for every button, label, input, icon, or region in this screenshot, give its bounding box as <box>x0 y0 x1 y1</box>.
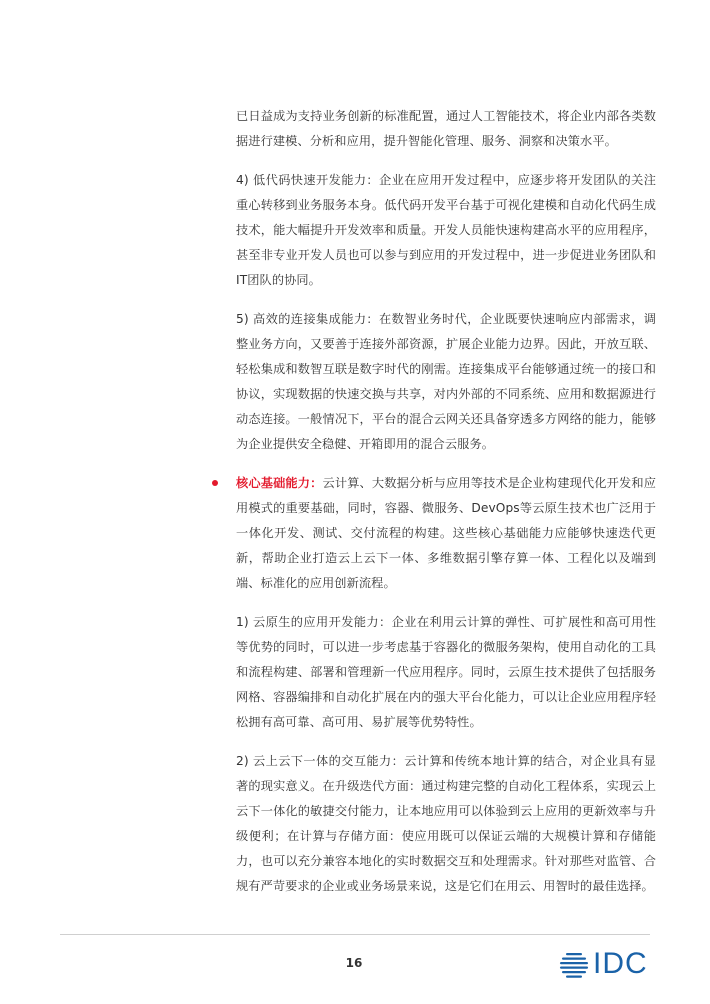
page-number: 16 <box>345 956 363 970</box>
idc-logo <box>559 948 651 982</box>
bullet-dot-icon <box>212 480 218 486</box>
document-body <box>236 104 656 913</box>
bullet-core-capability <box>236 471 656 596</box>
paragraph-ai-continuation: 已日益成为支持业务创新的标准配置，通过人工智能技术，将企业内部各类数据进行建模、分析和应用，提升智能化管理、服务、洞察和决策水平。 <box>236 109 656 148</box>
bullet-text: 云计算、大数据分析与应用等技术是企业构建现代化开发和应用模式的重要基础，同时，容器、微服务、DevOps等云原生技术也广泛用于一体化开发、测试、交付流程的构建。这些核心基础能力应能够快速迭代更新，帮助企业打造云上云下一体、多维数据引擎存算一体、工程化以及端到端、标准化的应用创新流程。 <box>236 476 656 590</box>
logo-text: IDC <box>593 947 648 980</box>
footer-divider <box>60 934 650 935</box>
paragraph-connection-integration: 5) 高效的连接集成能力：在数智业务时代，企业既要快速响应内部需求，调整业务方向，又要善于连接外部资源，扩展企业能力边界。因此，开放互联、轻松集成和数智互联是数字时代的刚需。连接集成平台能够通过统一的接口和协议，实现数据的快速交换与共享，对内外部的不同系统、应用和数据源进行动态连接。一般情况下，平台的混合云网关还具备穿透多方网络的能力，能够为企业提供安全稳健、开箱即用的混合云服务。 <box>236 312 656 451</box>
paragraph-hybrid-cloud: 2) 云上云下一体的交互能力：云计算和传统本地计算的结合，对企业具有显著的现实意义。在升级迭代方面：通过构建完整的自动化工程体系，实现云上云下一体化的敏捷交付能力，让本地应用可以体验到云上应用的更新效率与升级便利；在计算与存储方面：使应用既可以保证云端的大规模计算和存储能力，也可以充分兼容本地化的实时数据交互和处理需求。针对那些对监管、合规有严苛要求的企业或业务场景来说，这是它们在用云、用智时的最佳选择。 <box>236 754 656 893</box>
paragraph-low-code: 4) 低代码快速开发能力：企业在应用开发过程中，应逐步将开发团队的关注重心转移到业务服务本身。低代码开发平台基于可视化建模和自动化代码生成技术，能大幅提升开发效率和质量。开发人员能快速构建高水平的应用程序，甚至非专业开发人员也可以参与到应用的开发过程中，进一步促进业务团队和IT团队的协同。 <box>236 173 656 287</box>
globe-icon <box>559 950 589 980</box>
bullet-label: 核心基础能力： <box>236 476 323 490</box>
paragraph-cloud-native: 1) 云原生的应用开发能力：企业在利用云计算的弹性、可扩展性和高可用性等优势的同时，可以进一步考虑基于容器化的微服务架构，使用自动化的工具和流程构建、部署和管理新一代应用程序。同时，云原生技术提供了包括服务网格、容器编排和自动化扩展在内的强大平台化能力，可以让企业应用程序轻松拥有高可靠、高可用、易扩展等优势特性。 <box>236 615 656 729</box>
